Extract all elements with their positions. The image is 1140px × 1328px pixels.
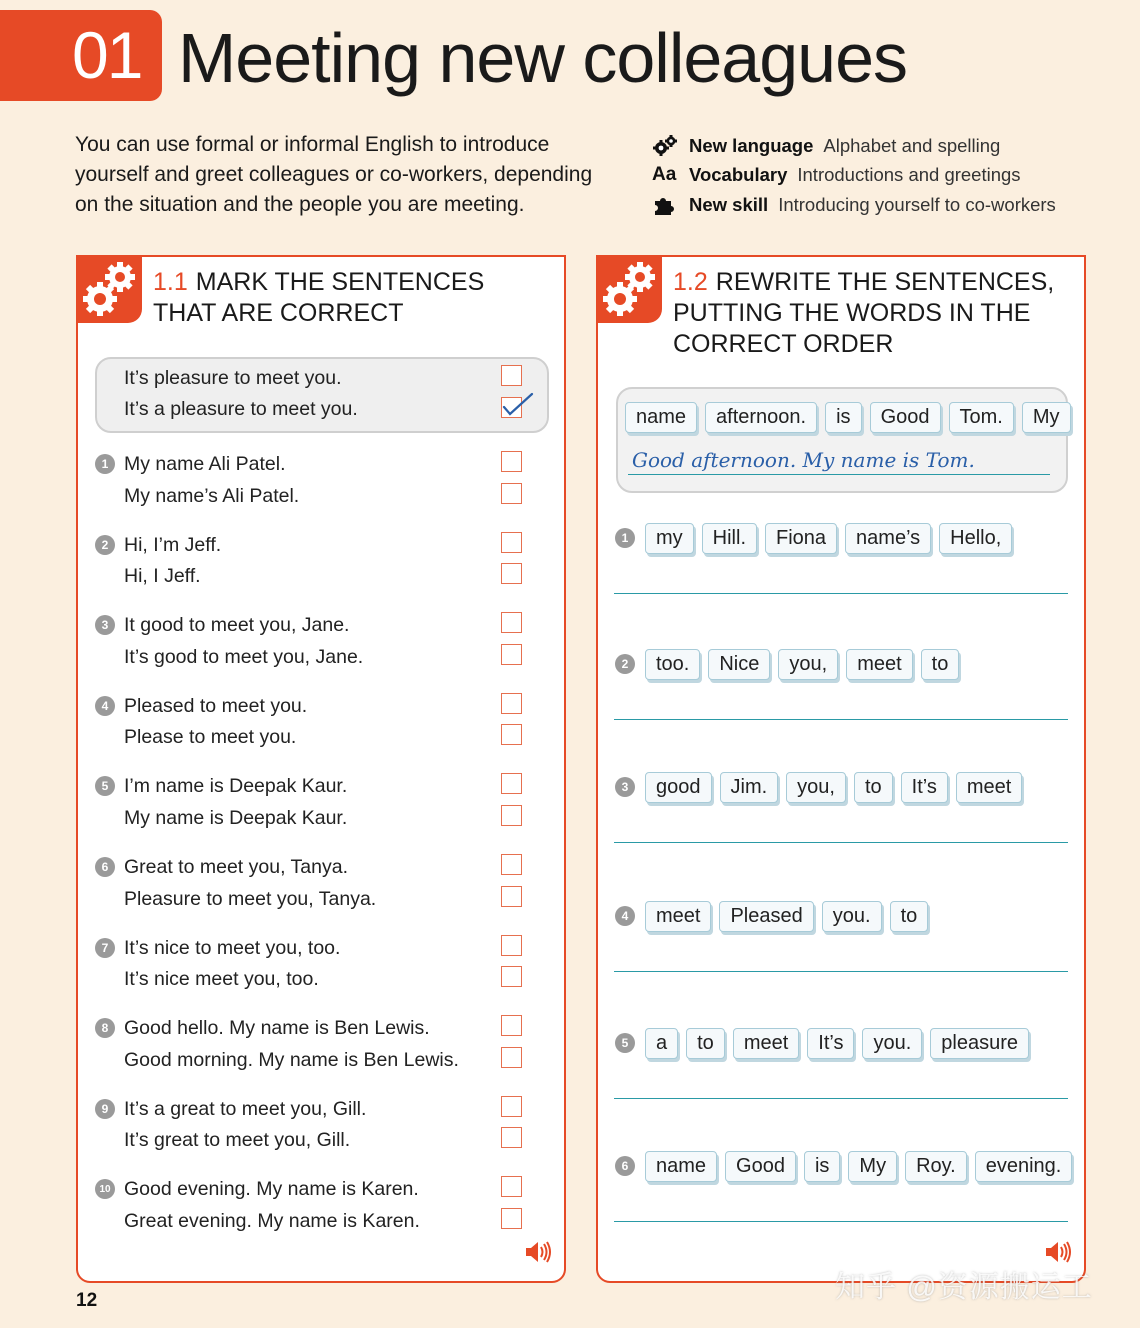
word-chip[interactable]: good: [645, 772, 712, 803]
meta-label: Vocabulary: [689, 164, 788, 186]
audio-speaker-icon[interactable]: [1044, 1240, 1072, 1264]
meta-desc: Introducing yourself to co-workers: [778, 193, 1056, 215]
word-chips-row: [645, 901, 936, 932]
sentence-option-a: It’s a great to meet you, Gill.: [124, 1097, 367, 1120]
sentence-option-b: It’s good to meet you, Jane.: [124, 645, 364, 668]
exercise-title: REWRITE THE SENTENCES, PUTTING THE WORDS IN THE CORRECT ORDER: [673, 268, 1055, 358]
example-sentence-a: It’s pleasure to meet you.: [124, 367, 342, 389]
sentence-option-a: My name Ali Patel.: [124, 453, 286, 475]
example-sentence-b: It’s a pleasure to meet you.: [124, 398, 358, 420]
word-chip[interactable]: My: [1022, 402, 1071, 433]
page-title: Meeting new colleagues: [178, 19, 908, 97]
answer-line[interactable]: [614, 971, 1068, 972]
word-chip[interactable]: to: [921, 649, 960, 680]
word-chip[interactable]: Good: [725, 1151, 796, 1182]
checkbox[interactable]: [501, 1047, 522, 1068]
question-number: 5: [95, 776, 115, 796]
meta-desc: Alphabet and spelling: [823, 134, 1001, 156]
word-chip[interactable]: is: [825, 402, 861, 433]
meta-desc: Introductions and greetings: [797, 164, 1021, 186]
checkbox[interactable]: [501, 365, 522, 386]
word-chip[interactable]: Jim.: [720, 772, 779, 803]
answer-line[interactable]: [614, 593, 1068, 594]
checkbox[interactable]: [501, 1127, 522, 1148]
sentence-option-b: Please to meet you.: [124, 726, 297, 749]
unit-number-tab: 01: [0, 10, 162, 101]
word-chip[interactable]: meet: [956, 772, 1022, 803]
question-number: 1: [95, 454, 115, 474]
word-chip[interactable]: meet: [645, 901, 711, 932]
question-number: 3: [95, 615, 115, 635]
word-chip[interactable]: Nice: [708, 649, 770, 680]
exercise-heading: [153, 267, 546, 329]
example-answer-line: [628, 474, 1050, 475]
sentence-option-a: Good evening. My name is Karen.: [124, 1178, 419, 1201]
question-number: 5: [615, 1033, 635, 1053]
word-chip[interactable]: you,: [786, 772, 846, 803]
exercise-title: MARK THE SENTENCES THAT ARE CORRECT: [153, 268, 485, 327]
sentence-option-b: My name’s Ali Patel.: [124, 484, 300, 507]
sentence-option-b: It’s great to meet you, Gill.: [124, 1129, 351, 1152]
word-chip[interactable]: you.: [862, 1028, 922, 1059]
word-chip[interactable]: Hill.: [702, 523, 757, 554]
checkbox[interactable]: [501, 1176, 522, 1197]
question-number: 10: [95, 1179, 115, 1199]
word-chip[interactable]: Good: [870, 402, 941, 433]
word-chip[interactable]: meet: [733, 1028, 799, 1059]
audio-speaker-icon[interactable]: [524, 1240, 552, 1264]
answer-line[interactable]: [614, 719, 1068, 720]
meta-new-language: [652, 131, 1122, 161]
question-number: 4: [615, 906, 635, 926]
lesson-meta: [652, 131, 1122, 220]
question-number: 4: [95, 696, 115, 716]
meta-vocabulary: [652, 161, 1122, 191]
question-number: 2: [95, 535, 115, 555]
meta-label: New skill: [689, 193, 769, 215]
gear-badge: [596, 255, 662, 323]
intro-text: You can use formal or informal English to introduce yourself and greet colleagues or co-workers, depending on the situation and the people you are meeting.: [75, 133, 593, 216]
word-chip[interactable]: my: [645, 523, 694, 554]
sentence-option-a: Great to meet you, Tanya.: [124, 856, 349, 878]
puzzle-icon: [652, 193, 682, 217]
sentence-option-a: Pleased to meet you.: [124, 694, 308, 717]
checkbox[interactable]: [501, 935, 522, 956]
question-number: 9: [95, 1099, 115, 1119]
word-chips-row: [645, 1151, 1080, 1182]
sentence-option-b: Hi, I Jeff.: [124, 565, 201, 588]
word-chip[interactable]: a: [645, 1028, 678, 1059]
word-chip[interactable]: pleasure: [930, 1028, 1029, 1059]
word-chip[interactable]: name’s: [845, 523, 931, 554]
meta-label: New language: [689, 134, 814, 156]
word-chip[interactable]: you,: [778, 649, 838, 680]
checkbox[interactable]: [501, 724, 522, 745]
word-chip[interactable]: name: [645, 1151, 717, 1182]
checkbox[interactable]: [501, 886, 522, 907]
question-number: 3: [615, 777, 635, 797]
checkbox[interactable]: [501, 1096, 522, 1117]
checkbox[interactable]: [501, 773, 522, 794]
checkbox[interactable]: [501, 451, 522, 472]
checkbox[interactable]: [501, 483, 522, 504]
example-word-chips: [625, 402, 1079, 433]
word-chip[interactable]: It’s: [901, 772, 948, 803]
word-chip[interactable]: meet: [846, 649, 912, 680]
gear-badge: [76, 255, 142, 323]
word-chip[interactable]: Roy.: [905, 1151, 967, 1182]
word-chip[interactable]: Fiona: [765, 523, 837, 554]
sentence-option-a: Hi, I’m Jeff.: [124, 533, 222, 556]
word-chip[interactable]: to: [686, 1028, 725, 1059]
word-chip[interactable]: evening.: [975, 1151, 1073, 1182]
sentence-option-b: Pleasure to meet you, Tanya.: [124, 887, 377, 910]
word-chip[interactable]: My: [848, 1151, 897, 1182]
word-chip[interactable]: name: [625, 402, 697, 433]
checkbox[interactable]: [501, 693, 522, 714]
aa-icon: Aa: [652, 164, 677, 186]
sentence-option-a: It good to meet you, Jane.: [124, 614, 350, 637]
question-number: 1: [615, 528, 635, 548]
checkbox[interactable]: [501, 612, 522, 633]
question-number: 7: [95, 938, 115, 958]
checkbox[interactable]: [501, 532, 522, 553]
word-chip[interactable]: Pleased: [719, 901, 813, 932]
word-chip[interactable]: afternoon.: [705, 402, 817, 433]
question-number: 2: [615, 654, 635, 674]
checkbox[interactable]: [501, 854, 522, 875]
word-chip[interactable]: Tom.: [949, 402, 1014, 433]
sentence-option-b: Good morning. My name is Ben Lewis.: [124, 1048, 459, 1071]
gears-icon: [80, 259, 138, 319]
exercise-1-1-panel: [76, 255, 566, 1283]
page-number: 12: [76, 1290, 98, 1311]
checkbox[interactable]: [501, 966, 522, 987]
checkbox[interactable]: [501, 644, 522, 665]
answer-line[interactable]: [614, 1098, 1068, 1099]
word-chips-row: [645, 772, 1030, 803]
word-chip[interactable]: too.: [645, 649, 700, 680]
exercise-heading: [673, 267, 1066, 360]
answer-line[interactable]: [614, 1221, 1068, 1222]
sentence-option-b: Great evening. My name is Karen.: [124, 1209, 420, 1232]
word-chips-row: [645, 523, 1020, 554]
word-chips-row: [645, 1028, 1037, 1059]
word-chip[interactable]: you.: [822, 901, 882, 932]
example-answer: Good afternoon. My name is Tom.: [632, 448, 975, 472]
word-chips-row: [645, 649, 967, 680]
word-chip[interactable]: is: [804, 1151, 840, 1182]
sentence-option-a: It’s nice to meet you, too.: [124, 936, 341, 959]
gears-icon: [652, 134, 682, 158]
watermark: 知乎 @资源搬运工: [835, 1271, 1093, 1304]
exercise-number: 1.1: [153, 268, 188, 296]
answer-line[interactable]: [614, 842, 1068, 843]
checkbox-checked[interactable]: [501, 397, 522, 418]
word-chip[interactable]: It’s: [807, 1028, 854, 1059]
question-number: 8: [95, 1018, 115, 1038]
checkbox[interactable]: [501, 805, 522, 826]
question-number: 6: [615, 1156, 635, 1176]
sentence-option-a: I’m name is Deepak Kaur.: [124, 775, 348, 798]
word-chip[interactable]: Hello,: [939, 523, 1012, 554]
exercise-1-2-panel: [596, 255, 1086, 1283]
checkbox[interactable]: [501, 1015, 522, 1036]
question-number: 6: [95, 857, 115, 877]
word-chip[interactable]: to: [854, 772, 893, 803]
sentence-option-b: My name is Deepak Kaur.: [124, 806, 348, 829]
checkbox[interactable]: [501, 1208, 522, 1229]
exercise-number: 1.2: [673, 268, 708, 296]
checkmark-icon: [500, 392, 534, 420]
checkbox[interactable]: [501, 563, 522, 584]
sentence-option-a: Good hello. My name is Ben Lewis.: [124, 1017, 430, 1040]
meta-new-skill: [652, 190, 1122, 220]
word-chip[interactable]: to: [890, 901, 929, 932]
gears-icon: [600, 259, 658, 319]
sentence-option-b: It’s nice meet you, too.: [124, 968, 319, 991]
